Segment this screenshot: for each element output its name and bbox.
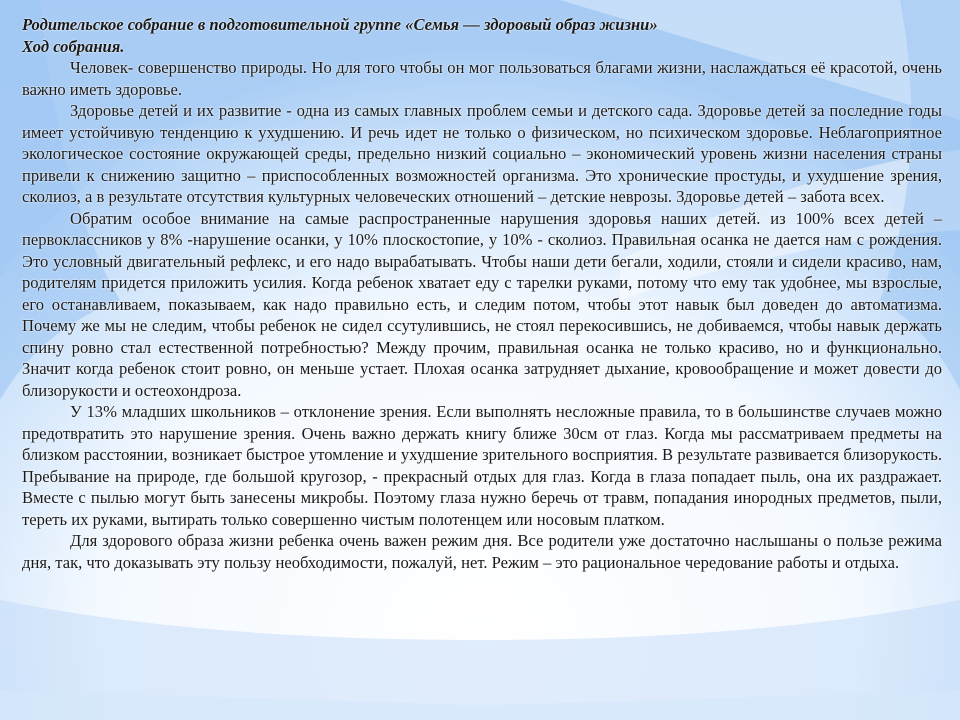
paragraph-health-problems: Здоровье детей и их развитие - одна из самых главных проблем семьи и детского сада. Здоровье детей за последние годы имеет устойчивую тенденцию к ухудшению. И речь идет не только о физическом, но психическом здоровье. Неблагоприятное экологическое состояние окружающей среды, предельно низкий социально – экономический уровень жизни населения страны привели к снижению защитно – приспособленных возможностей организма. Это хронические простуды, и ухудшение зрения, сколиоз, а в результате отсутствия культурных человеческих отношений – детские неврозы. Здоровье детей – забота всех. bbox=[22, 101, 942, 206]
paragraph-posture: Обратим особое внимание на самые распространенные нарушения здоровья наших детей. из 100% всех детей – первоклассников у 8% -нарушение осанки, у 10% плоскостопие, у 10% - сколиоз. Правильная осанка не дается нам с рождения. Это условный двигательный рефлекс, и его надо вырабатывать. Чтобы наши дети бегали, ходили, стояли и сидели красиво, нам, родителям придется приложить усилия. Когда ребенок хватает еду с тарелки руками, потому что ему так удобнее, мы взрослые, его останавливаем, показываем, как надо правильно есть, и следим потом, чтобы этот навык был доведен до автоматизма. Почему же мы не следим, чтобы ребенок не сидел ссутулившись, не стоял перекосившись, не добиваемся, чтобы навык держать спину ровно стал естественной потребностью? Между прочим, правильная осанка не только красиво, но и функционально. Значит когда ребенок стоит ровно, он меньше устает. Плохая осанка затрудняет дыхание, кровообращение и может довести до близорукости и остеохондроза. bbox=[22, 208, 942, 400]
document-subtitle: Ход собрания. bbox=[22, 36, 125, 56]
document-content bbox=[22, 14, 942, 573]
paragraph-daily-routine: Для здорового образа жизни ребенка очень важен режим дня. Все родители уже достаточно наслышаны о пользе режима дня, так, что доказывать эту пользу необходимости, пожалуй, нет. Режим – это рациональное чередование работы и отдыха. bbox=[22, 531, 942, 572]
document-title: Родительское собрание в подготовительной группе «Семья — здоровый образ жизни» bbox=[22, 15, 658, 34]
paragraph-vision: У 13% младших школьников – отклонение зрения. Если выполнять несложные правила, то в большинстве случаев можно предотвратить это нарушение зрения. Очень важно держать книгу ближе 30см от глаз. Когда мы рассматриваем предметы на близком расстоянии, возникает быстрое утомление и ухудшение зрительного восприятия. В результате развивается близорукость. Пребывание на природе, где большой кругозор, - прекрасный отдых для глаз. Когда в глаза попадает пыль, она их раздражает. Вместе с пылью могут быть занесены микробы. Поэтому глаза нужно беречь от травм, попадания инородных предметов, пыли, тереть их руками, вытирать только совершенно чистым полотенцем или носовым платком. bbox=[22, 402, 942, 529]
paragraph-intro: Человек- совершенство природы. Но для того чтобы он мог пользоваться благами жизни, наслаждаться её красотой, очень важно иметь здоровье. bbox=[22, 58, 942, 99]
